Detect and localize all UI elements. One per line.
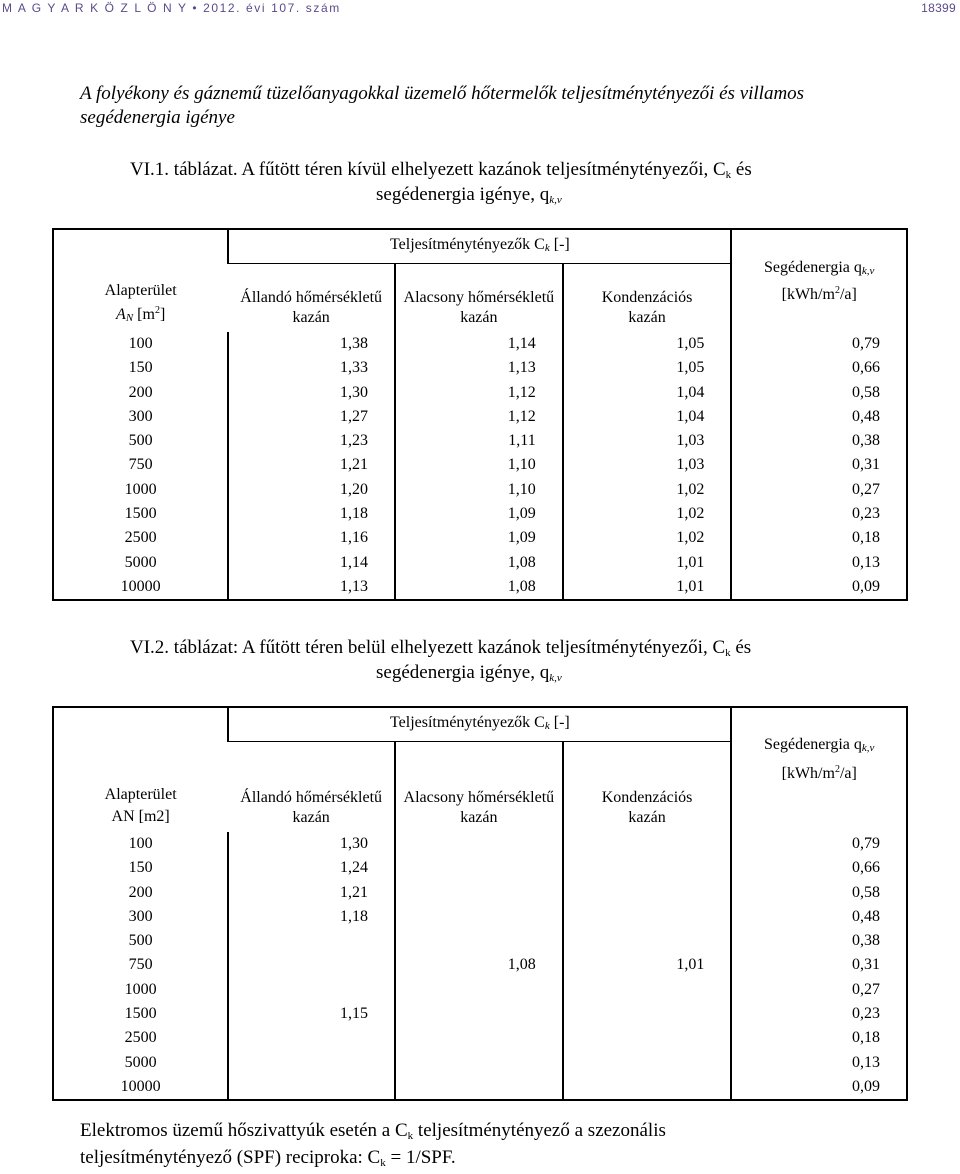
value-cell: 0,31 [731, 453, 907, 477]
value-cell: 1,27 [228, 405, 395, 429]
value-cell: 1,02 [563, 526, 732, 550]
value-cell: 1,21 [228, 453, 395, 477]
area-cell: 1500 [124, 1005, 157, 1023]
value-cell: 1,16 [228, 526, 395, 550]
area-cell: 100 [128, 835, 153, 852]
table2-caption: VI.2. táblázat: A fűtött téren belül elhelyezett kazánok teljesítménytényezői, $C_k$ és [130, 637, 752, 659]
value-cell: 0,48 [731, 405, 907, 429]
section-title: A folyékony és gáznemű tüzelőanyagokkal üzemelő hőtermelők teljesítménytényezői és villamos segédenergia igénye [80, 83, 805, 128]
const-temp-cell: 1,18 [228, 905, 395, 929]
const-temp-merged-cell: 1,15 [228, 929, 395, 1100]
area-cell: 10000 [120, 1077, 161, 1095]
area-cell: 2500 [124, 1029, 157, 1047]
area-cell: 200 [128, 383, 153, 401]
value-cell: 1,30 [228, 381, 395, 405]
aux-cell: 0,13 [731, 1051, 907, 1075]
footnote: Elektromos üzemű hőszivattyúk esetén a $C_k$ teljesítménytényező a szezonális teljesítménytényező (SPF) reciproka: $C_k = 1/SPF$. [80, 1120, 666, 1169]
value-cell: 1,23 [228, 429, 395, 453]
page-number: 18399 [921, 1, 956, 15]
condensing-merged-cell: 1,01 [563, 832, 732, 1100]
table-row [53, 478, 907, 502]
table-row [53, 332, 907, 356]
value-cell: 0,66 [731, 356, 907, 380]
table-row [53, 381, 907, 405]
table1-col-low: Alacsony hőmérsékletű kazán [395, 264, 563, 333]
value-cell: 1,14 [228, 551, 395, 575]
table2-col-low: Alacsony hőmérsékletű kazán [395, 742, 563, 833]
table2-col-const: Állandó hőmérsékletű kazán [240, 789, 383, 826]
table1-group-header: Teljesítménytényezők Ck [-] [228, 229, 731, 264]
value-cell: 0,79 [731, 332, 907, 356]
table-row [53, 526, 907, 550]
table1-col-const: Állandó hőmérsékletű kazán [240, 289, 383, 326]
const-temp-cell: 1,24 [228, 856, 395, 880]
aux-cell: 0,23 [731, 1002, 907, 1026]
value-cell: 1,01 [563, 551, 732, 575]
area-cell: 2500 [124, 529, 157, 547]
area-cell: 500 [128, 932, 153, 950]
value-cell: 1,08 [395, 575, 563, 600]
page-header [0, 0, 960, 20]
value-cell: 1,08 [395, 551, 563, 575]
value-cell: 1,12 [395, 405, 563, 429]
aux-cell: 0,27 [731, 978, 907, 1002]
table2-col-cond: Kondenzációs kazán [563, 742, 732, 833]
value-cell: 0,23 [731, 502, 907, 526]
value-cell: 0,09 [731, 575, 907, 600]
value-cell: 1,09 [395, 526, 563, 550]
area-cell: 300 [128, 407, 153, 425]
table-row [53, 575, 907, 600]
aux-cell: 0,38 [731, 929, 907, 953]
value-cell: 0,18 [731, 526, 907, 550]
const-temp-cell: 1,21 [228, 881, 395, 905]
table2-group-header: Teljesítménytényezők Ck [-] [228, 707, 731, 742]
aux-cell: 0,09 [731, 1075, 907, 1100]
area-cell: 150 [128, 359, 153, 377]
table1-col-area: Alapterület AN $[m^2]$ [104, 282, 177, 324]
value-cell: 0,58 [731, 381, 907, 405]
value-cell: 1,04 [563, 381, 732, 405]
area-cell: 5000 [124, 1053, 157, 1071]
value-cell: 1,13 [395, 356, 563, 380]
area-cell: 750 [128, 956, 153, 974]
low-temp-merged-cell: 1,08 [395, 832, 563, 1100]
area-cell: 150 [128, 859, 153, 877]
value-cell: 1,10 [395, 478, 563, 502]
value-cell: 1,04 [563, 405, 732, 429]
aux-cell: 0,66 [731, 856, 907, 880]
area-cell: 200 [128, 883, 153, 901]
area-cell: 750 [128, 456, 153, 474]
area-cell: 500 [128, 432, 153, 450]
aux-cell: 0,48 [731, 905, 907, 929]
aux-cell: 0,31 [731, 953, 907, 977]
value-cell: 1,10 [395, 453, 563, 477]
table2 [52, 706, 908, 1101]
value-cell: 1,02 [563, 502, 732, 526]
value-cell: 1,11 [395, 429, 563, 453]
value-cell: 0,27 [731, 478, 907, 502]
table-row [53, 429, 907, 453]
area-cell: 100 [128, 335, 153, 352]
value-cell: 1,03 [563, 453, 732, 477]
value-cell: 0,13 [731, 551, 907, 575]
const-temp-cell: 1,30 [228, 832, 395, 856]
aux-cell: 0,79 [731, 832, 907, 856]
table2-col-area: Alapterület AN [m2] [104, 786, 177, 825]
value-cell: 1,09 [395, 502, 563, 526]
table-row [53, 453, 907, 477]
value-cell: 1,18 [228, 502, 395, 526]
area-cell: 300 [128, 907, 153, 925]
table-row [53, 356, 907, 380]
table1 [52, 228, 908, 601]
table2-col-aux: Segédenergia qk,v $[kWh/m^2/a]$ [731, 707, 907, 832]
table-row [53, 832, 907, 856]
value-cell: 0,38 [731, 429, 907, 453]
table1-col-cond: Kondenzációs kazán [563, 264, 732, 333]
value-cell: 1,13 [228, 575, 395, 600]
value-cell: 1,01 [563, 575, 732, 600]
table-row [53, 405, 907, 429]
area-cell: 10000 [120, 577, 161, 595]
table1-caption: VI.1. táblázat. A fűtött téren kívül elhelyezett kazánok teljesítménytényezői, $C_k$ és [130, 159, 752, 181]
aux-cell: 0,58 [731, 881, 907, 905]
value-cell: 1,33 [228, 356, 395, 380]
value-cell: 1,03 [563, 429, 732, 453]
table1-caption-line2: segédenergia igénye, $q_{k,v}$ [376, 184, 562, 206]
value-cell: 1,20 [228, 478, 395, 502]
aux-cell: 0,18 [731, 1026, 907, 1050]
value-cell: 1,05 [563, 356, 732, 380]
value-cell: 1,12 [395, 381, 563, 405]
value-cell: 1,38 [228, 332, 395, 356]
value-cell: 1,14 [395, 332, 563, 356]
area-cell: 1000 [124, 480, 157, 498]
area-cell: 5000 [124, 553, 157, 571]
value-cell: 1,02 [563, 478, 732, 502]
area-cell: 1500 [124, 505, 157, 523]
table-row [53, 551, 907, 575]
table-row [53, 502, 907, 526]
value-cell: 1,05 [563, 332, 732, 356]
table1-col-aux: Segédenergia qk,v $[kWh/m^2/a]$ [731, 229, 907, 332]
table2-caption-line2: segédenergia igénye, $q_{k,v}$ [376, 662, 562, 684]
journal-header: M A G Y A R K Ö Z L Ö N Y • 2012. évi 107. szám [2, 1, 341, 15]
area-cell: 1000 [124, 980, 157, 998]
